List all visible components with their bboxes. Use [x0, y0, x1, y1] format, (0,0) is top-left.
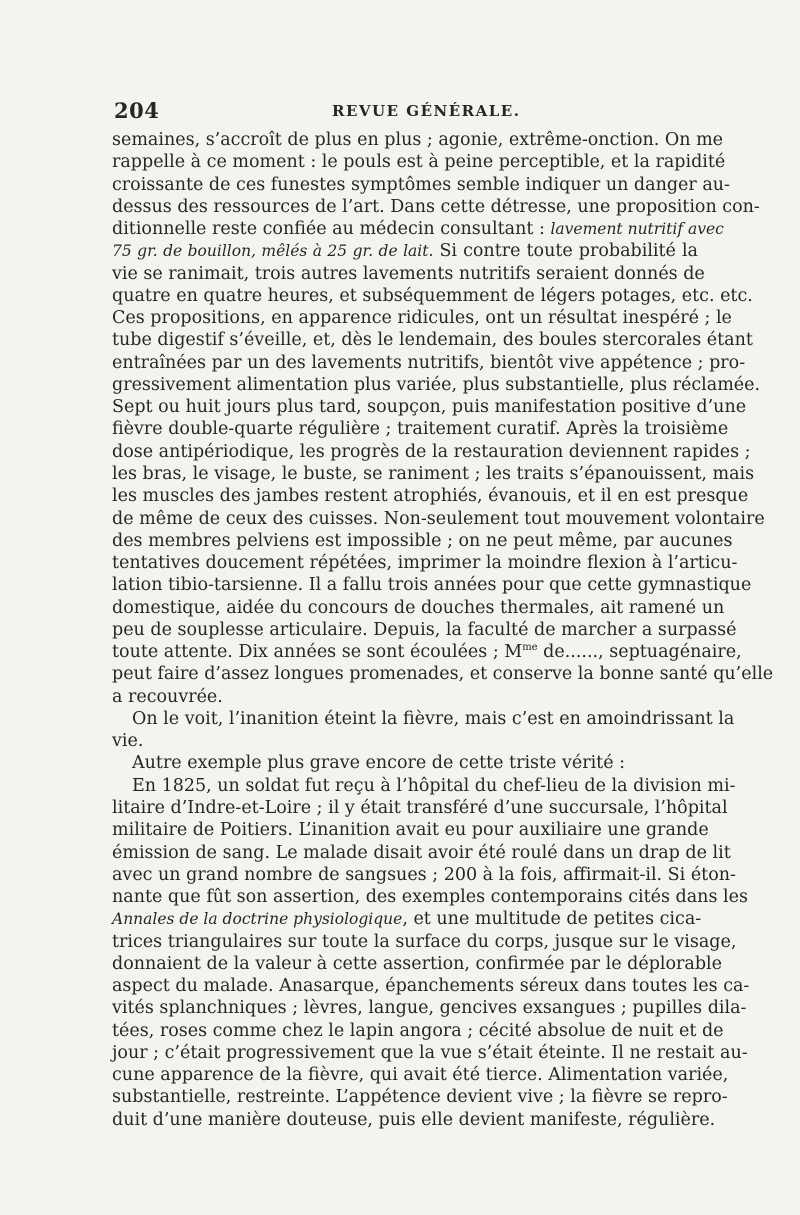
text-line: [112, 686, 698, 708]
text-segment: tentatives doucement répétées, imprimer la moindre flexion à l’articu-: [112, 553, 738, 574]
text-segment: de......, septuagénaire,: [537, 642, 742, 663]
italic-text: lavement nutritif avec: [550, 220, 724, 239]
text-segment: quatre en quatre heures, et subséquemment de légers potages, etc. etc.: [112, 285, 753, 306]
text-line: [112, 1042, 748, 1064]
text-line: [112, 374, 761, 396]
text-segment: avec un grand nombre de sangsues ; 200 à la fois, affirmait-il. Si éton-: [112, 864, 736, 885]
text-segment: Ces propositions, en apparence ridicules, ont un résultat inespéré ; le: [112, 308, 732, 329]
text-segment: rappelle à ce moment : le pouls est à peine perceptible, et la rapidité: [112, 152, 726, 173]
text-segment: donnaient de la valeur à cette assertion, confirmée par le déplorable: [112, 953, 722, 974]
text-line: [112, 485, 749, 507]
text-line: [112, 886, 748, 908]
text-line: [112, 307, 732, 329]
text-line: [112, 842, 731, 864]
text-segment: semaines, s’accroît de plus en plus ; agonie, extrême-onction. On me: [112, 130, 724, 150]
text-segment: Autre exemple plus grave encore de cette triste vérité :: [132, 753, 626, 774]
superscript: me: [522, 642, 538, 654]
text-line: [112, 1020, 724, 1042]
text-segment: tube digestif s’éveille, et, dès le lendemain, des boules stercorales étant: [112, 330, 753, 351]
page-number: 204: [114, 98, 160, 123]
text-line: [112, 797, 728, 819]
text-line: [112, 819, 709, 841]
text-segment: En 1825, un soldat fut reçu à l’hôpital du chef-lieu de la division mi-: [132, 775, 736, 796]
text-segment: duit d’une manière douteuse, puis elle devient manifeste, régulière.: [112, 1109, 716, 1130]
text-line: [112, 597, 725, 619]
text-segment: vités splanchniques ; lèvres, langue, gencives exsangues ; pupilles dila-: [112, 998, 747, 1019]
text-line: [112, 931, 737, 953]
italic-text: Annales de la doctrine physiologique: [112, 910, 403, 929]
text-line: [112, 240, 698, 262]
body-text: [112, 129, 774, 1131]
text-segment: émission de sang. Le malade disait avoir été roulé dans un drap de lit: [112, 842, 731, 863]
text-line: [112, 129, 724, 151]
text-segment: jour ; c’était progressivement que la vue s’était éteinte. Il ne restait au-: [112, 1042, 748, 1063]
text-line: [112, 285, 753, 307]
text-line: [112, 864, 736, 886]
text-segment: cune apparence de la fièvre, qui avait été tierce. Alimentation variée,: [112, 1065, 729, 1086]
text-line: [112, 730, 698, 752]
text-line: [112, 619, 737, 641]
text-line: [112, 530, 733, 552]
text-segment: vie se ranimait, trois autres lavements nutritifs seraient donnés de: [112, 263, 705, 284]
text-line: [112, 263, 705, 285]
text-segment: domestique, aidée du concours de douches thermales, ait ramené un: [112, 597, 725, 618]
text-line: [112, 975, 750, 997]
text-segment: nante que fût son assertion, des exemples contemporains cités dans les: [112, 887, 748, 908]
text-line: [112, 663, 774, 685]
text-line: [112, 708, 735, 730]
text-segment: litaire d’Indre-et-Loire ; il y était transféré d’une succursale, l’hôpital: [112, 797, 728, 818]
italic-text: 75 gr. de bouillon, mêlés à 25 gr. de lait.: [112, 242, 434, 261]
text-line: [112, 174, 730, 196]
text-segment: militaire de Poitiers. L’inanition avait eu pour auxiliaire une grande: [112, 820, 709, 841]
text-line: [112, 508, 765, 530]
text-segment: des membres pelviens est impossible ; on ne peut même, par aucunes: [112, 530, 733, 551]
text-line: [112, 775, 736, 797]
text-segment: croissante de ces funestes symptômes semble indiquer un danger au-: [112, 174, 730, 195]
text-line: [112, 1064, 729, 1086]
text-segment: , et une multitude de petites cica-: [402, 909, 702, 930]
text-segment: dessus des ressources de l’art. Dans cette détresse, une proposition con-: [112, 196, 760, 217]
text-segment: de même de ceux des cuisses. Non-seulement tout mouvement volontaire: [112, 508, 765, 529]
text-segment: entraînées par un des lavements nutritifs, bientôt vive appétence ; pro-: [112, 352, 746, 373]
text-segment: fièvre double-quarte régulière ; traitement curatif. Après la troisième: [112, 419, 729, 440]
text-line: [112, 329, 753, 351]
text-segment: les muscles des jambes restent atrophiés, évanouis, et il en est presque: [112, 486, 749, 507]
text-segment: peu de souplesse articulaire. Depuis, la faculté de marcher a surpassé: [112, 619, 737, 640]
text-line: [112, 953, 722, 975]
text-line: [112, 151, 726, 173]
text-line: [112, 218, 724, 240]
text-segment: peut faire d’assez longues promenades, et conserve la bonne santé qu’elle: [112, 664, 774, 685]
text-segment: tées, roses comme chez le lapin angora ; cécité absolue de nuit et de: [112, 1020, 724, 1041]
text-line: [112, 1109, 716, 1131]
text-segment: Sept ou huit jours plus tard, soupçon, puis manifestation positive d’une: [112, 397, 747, 418]
text-segment: gressivement alimentation plus variée, plus substantielle, plus réclamée.: [112, 374, 761, 395]
text-segment: Si contre toute probabilité la: [433, 241, 698, 262]
text-segment: toute attente. Dix années se sont écoulées ; M: [112, 642, 523, 663]
text-line: [112, 908, 702, 930]
text-line: [112, 418, 729, 440]
page-header: [114, 98, 696, 124]
text-line: [112, 196, 760, 218]
text-segment: trices triangulaires sur toute la surface du corps, jusque sur le visage,: [112, 931, 737, 952]
text-segment: On le voit, l’inanition éteint la fièvre, mais c’est en amoindrissant la: [132, 708, 735, 729]
text-segment: aspect du malade. Anasarque, épanchements séreux dans toutes les ca-: [112, 976, 750, 997]
text-line: [112, 752, 698, 774]
text-segment: les bras, le visage, le buste, se raniment ; les traits s’épanouissent, mais: [112, 463, 755, 484]
text-line: [112, 463, 755, 485]
text-segment: vie.: [112, 731, 144, 752]
text-line: [112, 574, 752, 596]
text-line: [112, 396, 747, 418]
text-segment: dose antipériodique, les progrès de la restauration deviennent rapides ;: [112, 441, 751, 462]
running-title: REVUE GÉNÉRALE.: [332, 102, 521, 120]
text-segment: a recouvrée.: [112, 686, 223, 707]
text-line: [112, 997, 747, 1019]
text-line: [112, 641, 742, 663]
text-segment: substantielle, restreinte. L’appétence devient vive ; la fièvre se repro-: [112, 1087, 728, 1108]
text-segment: lation tibio-tarsienne. Il a fallu trois années pour que cette gymnastique: [112, 575, 752, 596]
text-segment: ditionnelle reste confiée au médecin consultant :: [112, 219, 551, 240]
text-line: [112, 441, 751, 463]
text-line: [112, 1086, 728, 1108]
text-line: [112, 352, 746, 374]
text-line: [112, 552, 738, 574]
